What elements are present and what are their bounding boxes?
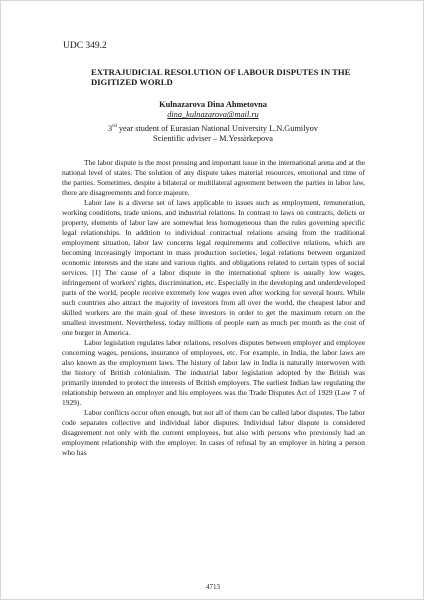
affiliation-suffix: rd [112,122,117,129]
paper-title: EXTRAJUDICIAL RESOLUTION OF LABOUR DISPUTES IN THE DIGITIZED WORLD [91,67,351,87]
affiliation-text: year student of Eurasian National University L.N.Gumilyov [116,123,318,133]
paragraph: Labor conflicts occur often enough, but not all of them can be called labor disputes. The labor code separates collective and individual labor disputes. Individual labor dispute is considered disagreement not only with the current employees, but also with persons who previously had an employment relationship with the employer. In cases of refusal by an employer in hiring a person who has [62,408,365,458]
page-number: 4713 [206,583,220,591]
paragraph: Labor law is a diverse set of laws applicable to issues such as employment, remuneration, working conditions, trade unions, and industrial relations. In contrast to laws on contracts, delicts or property, elements of labor law are somewhat less homogeneous than the rules governing specific legal relationships. In addition to individual contractual relations arising from the traditional employment situation, labor law concerns legal requirements and collective relations, which are becoming increasingly important in mass production societies, legal relations between organized economic interests and the state and various rights. and obligations related to certain types of social services. [1] The cause of a labor dispute in the international sphere is usually low wages, infringement of workers' rights, discrimination, etc. Especially in the developing and underdeveloped parts of the world, people receive extremely low wages even after working for several hours. While such countries also attract the majority of investors from all over the world, the cheapest labor and skilled workers are the main goal of these investors in order to get the maximum return on the smallest investment. Nevertheless, today millions of people earn as much per month as the cost of one burger in America. [62,198,365,338]
paragraph: The labor dispute is the most pressing and important issue in the international arena and at the national level of states. The solution of any dispute takes material resources, emotional and time of the parties. Sometimes, despite a bilateral or multilateral agreement between the parties in labor law, there are disagreements and force majeure. [62,158,365,198]
author-name: Kulnazarova Dina Ahmetovna [159,100,267,109]
affiliation-ordinal: 3 [108,123,113,133]
body-text [62,158,365,458]
udc-code: UDC 349.2 [63,41,107,51]
scientific-adviser: Scientific adviser – M.Yessirkepova [153,133,273,143]
author-block [61,100,365,144]
author-email[interactable]: dina_kulnazarova@mail.ru [167,110,259,120]
paragraph: Labor legislation regulates labor relations, resolves disputes between employer and employee concerning wages, pensions, insurance of employees, etc. For example, in India, the labor laws are also known as the employment laws. The history of labor law in India is naturally interwoven with the history of British colonialism. The industrial labor legislation adopted by the British was primarily intended to protect the interests of British employers. The earliest Indian law regulating the relationship between an employer and his employees was the Trade Disputes Act of 1929 (Law 7 of 1929). [62,338,365,408]
author-affiliation [61,121,365,134]
